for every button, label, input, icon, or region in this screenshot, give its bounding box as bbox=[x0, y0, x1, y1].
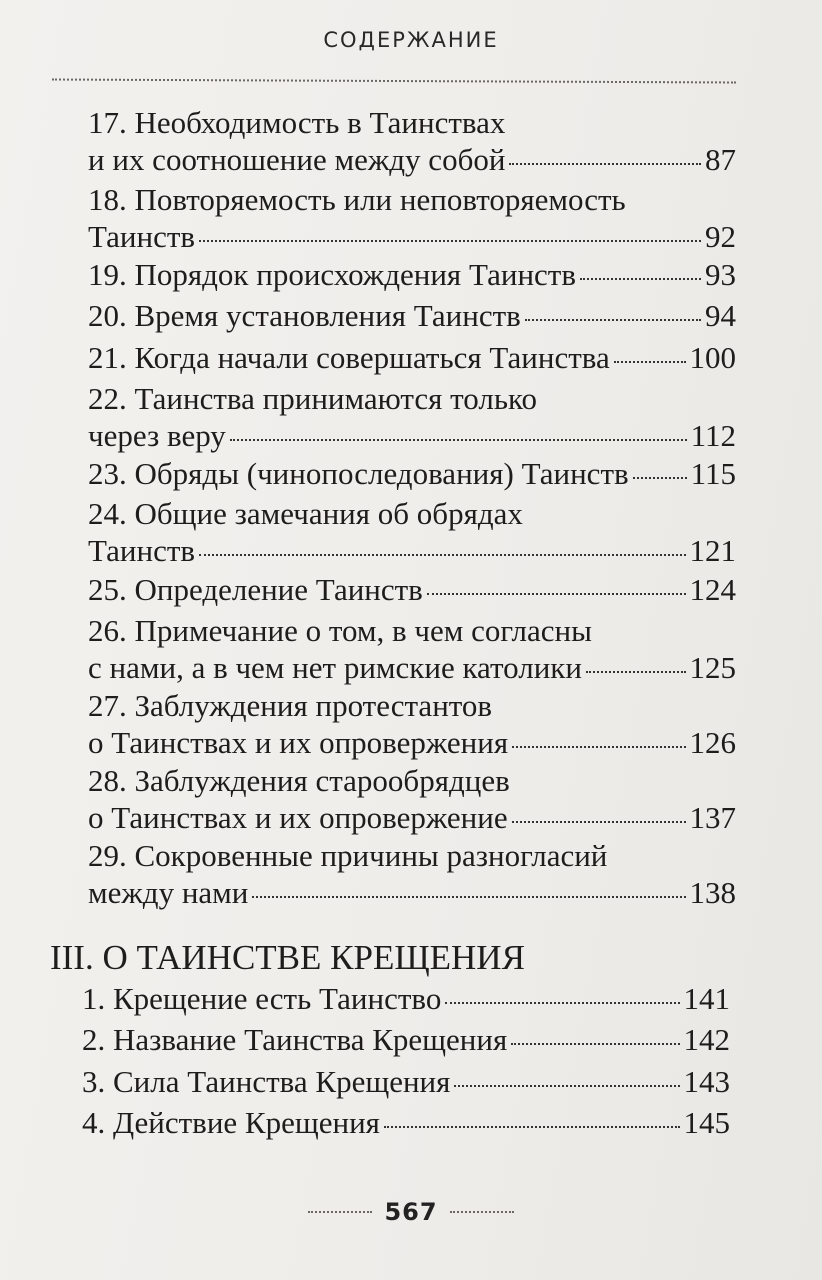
dot-leader bbox=[512, 821, 686, 823]
dot-leader bbox=[614, 361, 686, 363]
toc-entry-line bbox=[88, 256, 736, 293]
toc-entry-line bbox=[88, 495, 736, 532]
toc-entry-title: 3. Сила Таинства Крещения bbox=[82, 1064, 451, 1099]
toc-entry-line bbox=[82, 980, 730, 1017]
dot-leader bbox=[454, 1085, 679, 1087]
page-ref: 100 bbox=[689, 340, 736, 375]
toc-entry-line bbox=[88, 417, 736, 454]
toc-entry-title-cont: с нами, а в чем нет римские католики bbox=[88, 650, 582, 685]
toc-entry-title-cont: и их соотношение между собой bbox=[88, 142, 506, 177]
footer-ornament-left bbox=[308, 1211, 372, 1213]
toc-entry-21[interactable] bbox=[88, 339, 736, 376]
toc-entry-title: 29. Сокровенные причины разногласий bbox=[88, 838, 608, 873]
footer-ornament-right bbox=[450, 1211, 514, 1213]
dot-leader bbox=[427, 593, 686, 595]
page-ref: 121 bbox=[689, 533, 736, 568]
toc-entry-title: 19. Порядок происхождения Таинств bbox=[88, 257, 576, 292]
toc-entry-iii-2[interactable] bbox=[82, 1021, 730, 1058]
toc-entry-title: 23. Обряды (чинопоследования) Таинств bbox=[88, 456, 629, 491]
toc-entry-title: 27. Заблуждения протестантов bbox=[88, 688, 493, 723]
toc-entry-line bbox=[88, 612, 736, 649]
toc-entry-title: 24. Общие замечания об обрядах bbox=[88, 496, 523, 531]
toc-entry-title: 2. Название Таинства Крещения bbox=[82, 1022, 508, 1057]
page-ref: 125 bbox=[689, 650, 736, 685]
toc-entry-line bbox=[88, 104, 736, 141]
toc-entry-title-cont: о Таинствах и их опровержение bbox=[88, 800, 508, 835]
toc-entry-line bbox=[88, 571, 736, 608]
dot-leader bbox=[580, 278, 701, 280]
page-footer bbox=[0, 1198, 822, 1226]
toc-entry-line bbox=[88, 762, 736, 799]
toc-entry-line bbox=[88, 218, 736, 255]
page-ref: 92 bbox=[705, 219, 736, 254]
page-ref: 124 bbox=[689, 572, 736, 607]
running-header: СОДЕРЖАНИЕ bbox=[323, 28, 499, 52]
toc-entry-line bbox=[88, 724, 736, 761]
toc-entry-title: 17. Необходимость в Таинствах bbox=[88, 105, 506, 140]
toc-entry-line bbox=[88, 380, 736, 417]
toc-entry-line bbox=[88, 181, 736, 218]
dot-leader bbox=[252, 896, 685, 898]
toc-entry-28[interactable] bbox=[88, 762, 736, 836]
toc-entry-title-cont: через веру bbox=[88, 418, 226, 453]
toc-entry-line bbox=[82, 1104, 730, 1141]
page-ref: 137 bbox=[689, 800, 736, 835]
page-ref: 142 bbox=[683, 1022, 730, 1057]
toc-entry-line bbox=[88, 799, 736, 836]
toc-entry-iii-3[interactable] bbox=[82, 1063, 730, 1100]
page-ref: 138 bbox=[689, 875, 736, 910]
toc-entry-24[interactable] bbox=[88, 495, 736, 569]
dot-leader bbox=[230, 439, 687, 441]
toc-entry-title: 28. Заблуждения старообрядцев bbox=[88, 763, 510, 798]
toc-entry-29[interactable] bbox=[88, 837, 736, 911]
toc-entry-iii-4[interactable] bbox=[82, 1104, 730, 1141]
toc-entry-line bbox=[88, 455, 736, 492]
toc-entry-17[interactable] bbox=[88, 104, 736, 178]
toc-entry-iii-1[interactable] bbox=[82, 980, 730, 1017]
toc-entry-22[interactable] bbox=[88, 380, 736, 454]
page-ref: 112 bbox=[690, 418, 736, 453]
dot-leader bbox=[199, 240, 701, 242]
toc-entry-27[interactable] bbox=[88, 687, 736, 761]
toc-entry-line bbox=[88, 649, 736, 686]
toc-entry-title: 22. Таинства принимаются только bbox=[88, 381, 537, 416]
dot-leader bbox=[445, 1002, 679, 1004]
toc-entry-25[interactable] bbox=[88, 571, 736, 608]
dot-leader bbox=[511, 1043, 679, 1045]
toc-entry-title-cont: между нами bbox=[88, 875, 249, 910]
dot-leader bbox=[586, 671, 686, 673]
toc-entry-20[interactable] bbox=[88, 297, 736, 334]
page-ref: 115 bbox=[690, 456, 736, 491]
page-ref: 141 bbox=[683, 981, 730, 1016]
page-ref: 145 bbox=[683, 1105, 730, 1140]
toc-entry-title: 25. Определение Таинств bbox=[88, 572, 423, 607]
section-heading[interactable]: III. О ТАИНСТВЕ КРЕЩЕНИЯ bbox=[50, 938, 525, 977]
toc-entry-23[interactable] bbox=[88, 455, 736, 492]
toc-entry-title-cont: о Таинствах и их опровержения bbox=[88, 725, 509, 760]
dot-leader bbox=[512, 746, 685, 748]
dot-leader bbox=[525, 319, 701, 321]
toc-entry-19[interactable] bbox=[88, 256, 736, 293]
toc-entry-18[interactable] bbox=[88, 181, 736, 255]
toc-entry-line bbox=[82, 1063, 730, 1100]
toc-entry-title-cont: Таинств bbox=[88, 533, 196, 568]
page-ref: 126 bbox=[689, 725, 736, 760]
page-ref: 87 bbox=[705, 142, 736, 177]
toc-entry-title: 1. Крещение есть Таинство bbox=[82, 981, 442, 1016]
toc-entry-line bbox=[88, 532, 736, 569]
dot-leader bbox=[199, 554, 685, 556]
page-ref: 143 bbox=[683, 1064, 730, 1099]
toc-entry-title: 18. Повторяемость или неповторяемость bbox=[88, 182, 626, 217]
page-number: 567 bbox=[384, 1198, 438, 1226]
dot-leader bbox=[633, 477, 687, 479]
toc-entry-line bbox=[82, 1021, 730, 1058]
toc-entry-title: 4. Действие Крещения bbox=[82, 1105, 380, 1140]
toc-entry-line bbox=[88, 874, 736, 911]
toc-entry-title: 26. Примечание о том, в чем согласны bbox=[88, 613, 592, 648]
page-ref: 93 bbox=[705, 257, 736, 292]
toc-entry-title: 20. Время установления Таинств bbox=[88, 298, 521, 333]
toc-entry-line bbox=[88, 687, 736, 724]
toc-entry-line bbox=[88, 837, 736, 874]
page-ref: 94 bbox=[705, 298, 736, 333]
toc-entry-title-cont: Таинств bbox=[88, 219, 196, 254]
toc-entry-line bbox=[88, 141, 736, 178]
toc-entry-title: 21. Когда начали совершаться Таинства bbox=[88, 340, 610, 375]
dot-leader bbox=[384, 1126, 680, 1128]
dot-leader bbox=[509, 163, 701, 165]
toc-entry-line bbox=[88, 297, 736, 334]
toc-entry-26[interactable] bbox=[88, 612, 736, 686]
toc-entry-line bbox=[88, 339, 736, 376]
